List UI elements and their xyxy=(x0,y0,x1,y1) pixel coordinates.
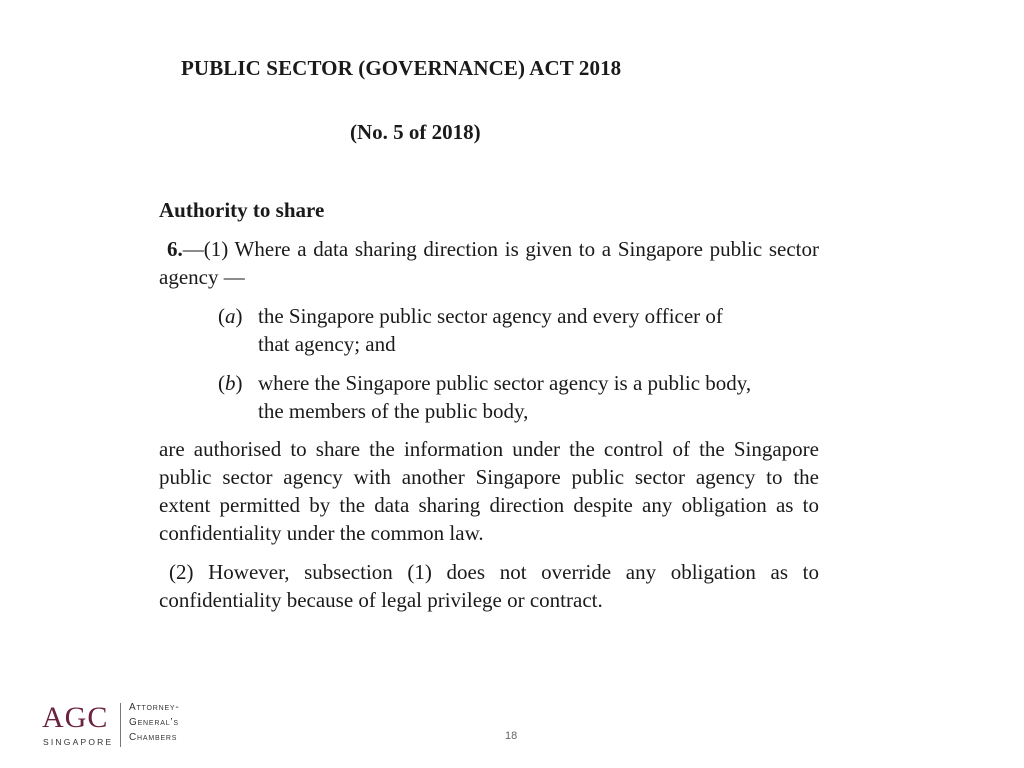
agc-logo xyxy=(42,700,242,750)
list-item-label: (b) xyxy=(218,371,243,395)
logo-text-line-3: Chambers xyxy=(129,732,178,743)
logo-divider xyxy=(120,703,121,747)
page-number: 18 xyxy=(505,730,518,742)
section-number: 6. xyxy=(167,237,183,261)
act-title: PUBLIC SECTOR (GOVERNANCE) ACT 2018 xyxy=(181,56,622,80)
act-number: (No. 5 of 2018) xyxy=(350,120,481,144)
paragraph-1-text: —(1) Where a data sharing direction is given to a Singapore public sector agency — xyxy=(159,237,819,289)
list-item-b xyxy=(218,369,820,425)
paragraph-1 xyxy=(159,235,819,291)
paragraph-2 xyxy=(159,558,819,614)
list-item-text: the Singapore public sector agency and every officer of xyxy=(258,304,723,328)
list-item-text: where the Singapore public sector agency is a public body, xyxy=(258,371,752,395)
logo-text-line-1: Attorney- xyxy=(129,702,180,713)
paragraph-2-text: (2) However, subsection (1) does not override any obligation as to confidentiality because of legal privilege or contract. xyxy=(159,560,819,612)
section-heading: Authority to share xyxy=(159,198,325,222)
list-item-a xyxy=(218,302,820,358)
list-item-label: (a) xyxy=(218,304,243,328)
agc-logo-country: SINGAPORE xyxy=(43,737,114,747)
list-item-continuation: that agency; and xyxy=(258,332,396,356)
logo-text-line-2: General’s xyxy=(129,717,179,728)
paragraph-authorisation: are authorised to share the information under the control of the Singapore public sector agency with another Singapore public sector agency to the extent permitted by the data sharing direction despite any obligation as to confidentiality under the common law. xyxy=(159,437,819,545)
list-item-continuation: the members of the public body, xyxy=(258,399,529,423)
agc-logo-mark: AGC xyxy=(42,701,109,734)
